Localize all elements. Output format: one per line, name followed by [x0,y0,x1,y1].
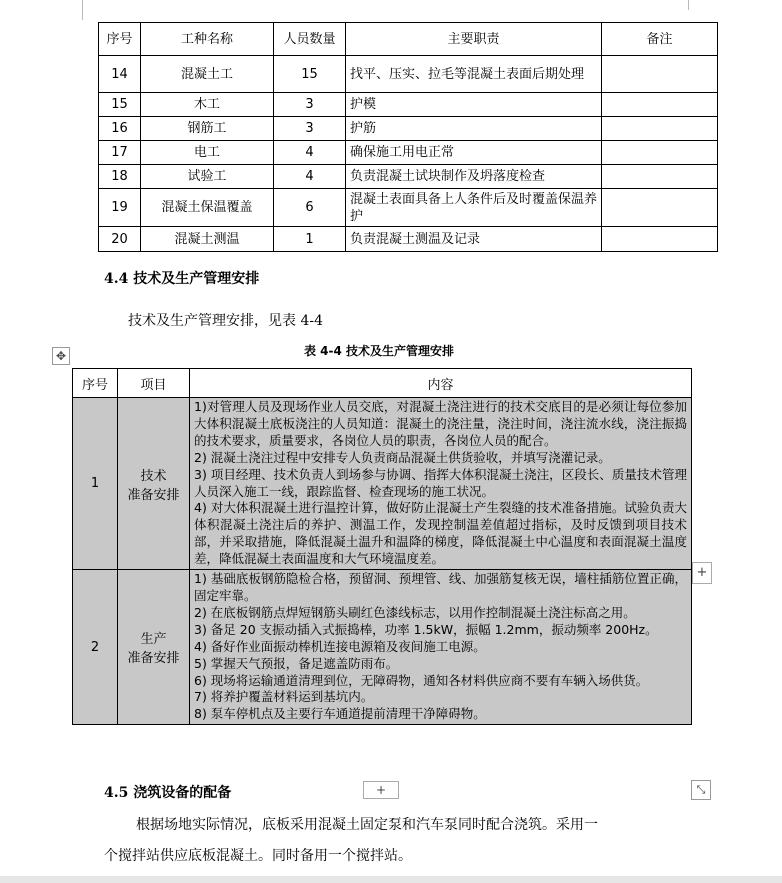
cell-content[interactable] [190,398,692,570]
content-line: 2) 在底板钢筋点焊短钢筋头刷红色漆线标志，以用作控制混凝土浇注标高之用。 [194,604,636,620]
cell-note[interactable] [602,117,718,141]
cell-trade[interactable]: 木工 [141,93,274,117]
item-label-line2: 准备安排 [127,487,180,503]
section-4-5-paragraph-line2: 个搅拌站供应底板混凝土。同时备用一个搅拌站。 [104,848,412,864]
cell-no[interactable]: 20 [99,227,141,252]
item-label-line2: 准备安排 [127,651,180,667]
cell-note[interactable] [602,141,718,165]
add-row-button[interactable]: + [363,781,399,799]
cell-item[interactable] [118,398,190,570]
section-heading-4-4: 4.4 技术及生产管理安排 [104,271,260,287]
cell-note[interactable] [602,165,718,189]
cell-count[interactable]: 4 [274,141,346,165]
header-count: 人员数量 [274,23,346,56]
cell-count[interactable]: 6 [274,189,346,227]
content-line: 3) 项目经理、技术负责人到场参与协调、指挥大体积混凝土浇注，区段长、质量技术管理人员深入施工一线，跟踪监督、检查现场的施工状况。 [194,466,687,499]
cell-duty[interactable]: 找平、压实、拉毛等混凝土表面后期处理 [346,56,602,93]
cell-count[interactable]: 3 [274,117,346,141]
cell-trade[interactable]: 混凝土工 [141,56,274,93]
header-duty: 主要职责 [346,23,602,56]
table-row [99,93,718,117]
item-label-line1: 生产 [140,632,167,648]
cell-no[interactable]: 17 [99,141,141,165]
resize-icon[interactable]: ⤡ [691,780,711,800]
cell-duty[interactable]: 负责混凝土测温及记录 [346,227,602,252]
cell-no[interactable]: 2 [73,570,118,725]
cell-note[interactable] [602,93,718,117]
cell-trade[interactable]: 电工 [141,141,274,165]
item-label-line1: 技术 [140,468,167,484]
content-line: 1)对管理人员及现场作业人员交底，对混凝土浇注进行的技术交底目的是必须让每位参加大体积混凝土底板浇注的人员知道：混凝土的浇注量，浇注时间，浇注流水线，浇注振捣的技术要求，质量要求，各岗位人员的职责，各岗位人员的配合。 [194,399,687,448]
content-line: 5) 掌握天气预报，备足遮盖防雨布。 [194,655,399,671]
table-row [73,570,692,725]
cell-duty[interactable]: 确保施工用电正常 [346,141,602,165]
cell-note[interactable] [602,227,718,252]
cell-count[interactable]: 3 [274,93,346,117]
cell-trade[interactable]: 混凝土测温 [141,227,274,252]
cell-no[interactable]: 1 [73,398,118,570]
header-trade: 工种名称 [141,23,274,56]
cell-no[interactable]: 19 [99,189,141,227]
cell-count[interactable]: 1 [274,227,346,252]
cell-item[interactable] [118,570,190,725]
add-column-button[interactable]: + [692,562,712,584]
cell-content[interactable] [190,570,692,725]
cell-duty[interactable]: 护筋 [346,117,602,141]
cell-no[interactable]: 15 [99,93,141,117]
management-table-header [73,369,692,398]
content-line: 3) 备足 20 支振动插入式振捣棒，功率 1.5kW，振幅 1.2mm，振动频率 200Hz。 [194,621,658,637]
table-row [99,141,718,165]
table-row [99,117,718,141]
table-caption: 表 4-4 技术及生产管理安排 [304,344,455,358]
cell-note[interactable] [602,189,718,227]
move-icon[interactable]: ✥ [52,347,70,365]
header-note: 备注 [602,23,718,56]
content-line: 7) 将养护覆盖材料运到基坑内。 [194,689,374,705]
cell-count[interactable]: 4 [274,165,346,189]
management-table [72,368,692,725]
cell-no[interactable]: 14 [99,56,141,93]
cell-count[interactable]: 15 [274,56,346,93]
header-no: 序号 [73,369,118,398]
content-line: 2) 混凝土浇注过程中安排专人负责商品混凝土供货验收，并填写浇灌记录。 [194,449,611,465]
page-margin-marker-left [82,0,83,20]
page-bottom-edge [0,876,782,883]
table-row [99,227,718,252]
header-item: 项目 [118,369,190,398]
content-line: 6) 现场将运输通道清理到位，无障碍物，通知各材料供应商不要有车辆入场供货。 [194,672,649,688]
cell-note[interactable] [602,56,718,93]
staff-table [98,22,718,252]
cell-duty[interactable]: 负责混凝土试块制作及坍落度检查 [346,165,602,189]
header-content: 内容 [190,369,692,398]
content-line: 4) 对大体积混凝土进行温控计算，做好防止混凝土产生裂缝的技术准备措施。试验负责大体积混凝土浇注后的养护、测温工作，发现控制温差值超过指标，及时反馈到项目技术部，并采取措施，降低混凝土温升和温降的梯度，降低混凝土中心温度和表面混凝土温度差，降低混凝土表面温度和大气环境温度差。 [194,500,687,567]
table-row [99,165,718,189]
section-4-5-paragraph-line1: 根据场地实际情况，底板采用混凝土固定泵和汽车泵同时配合浇筑。采用一 [136,817,598,833]
table-row [73,398,692,570]
cell-trade[interactable]: 试验工 [141,165,274,189]
content-line: 1) 基础底板钢筋隐检合格，预留洞、预埋管、线、加强筋复核无误，墙柱插筋位置正确，固定牢靠。 [194,571,687,603]
table-row [99,56,718,93]
table-row [99,189,718,227]
cell-trade[interactable]: 钢筋工 [141,117,274,141]
cell-no[interactable]: 18 [99,165,141,189]
page-margin-marker-right [688,0,689,10]
cell-duty[interactable]: 混凝土表面具备上人条件后及时覆盖保温养护 [346,189,602,227]
content-line: 4) 备好作业面振动棒机连接电源箱及夜间施工电源。 [194,638,486,654]
cell-duty[interactable]: 护模 [346,93,602,117]
header-no: 序号 [99,23,141,56]
section-4-4-paragraph: 技术及生产管理安排，见表 4-4 [128,313,323,329]
cell-no[interactable]: 16 [99,117,141,141]
content-line: 8) 泵车停机点及主要行车通道提前清理干净障碍物。 [194,706,486,722]
staff-table-header [99,23,718,56]
cell-trade[interactable]: 混凝土保温覆盖 [141,189,274,227]
section-heading-4-5: 4.5 浇筑设备的配备 [104,785,232,801]
